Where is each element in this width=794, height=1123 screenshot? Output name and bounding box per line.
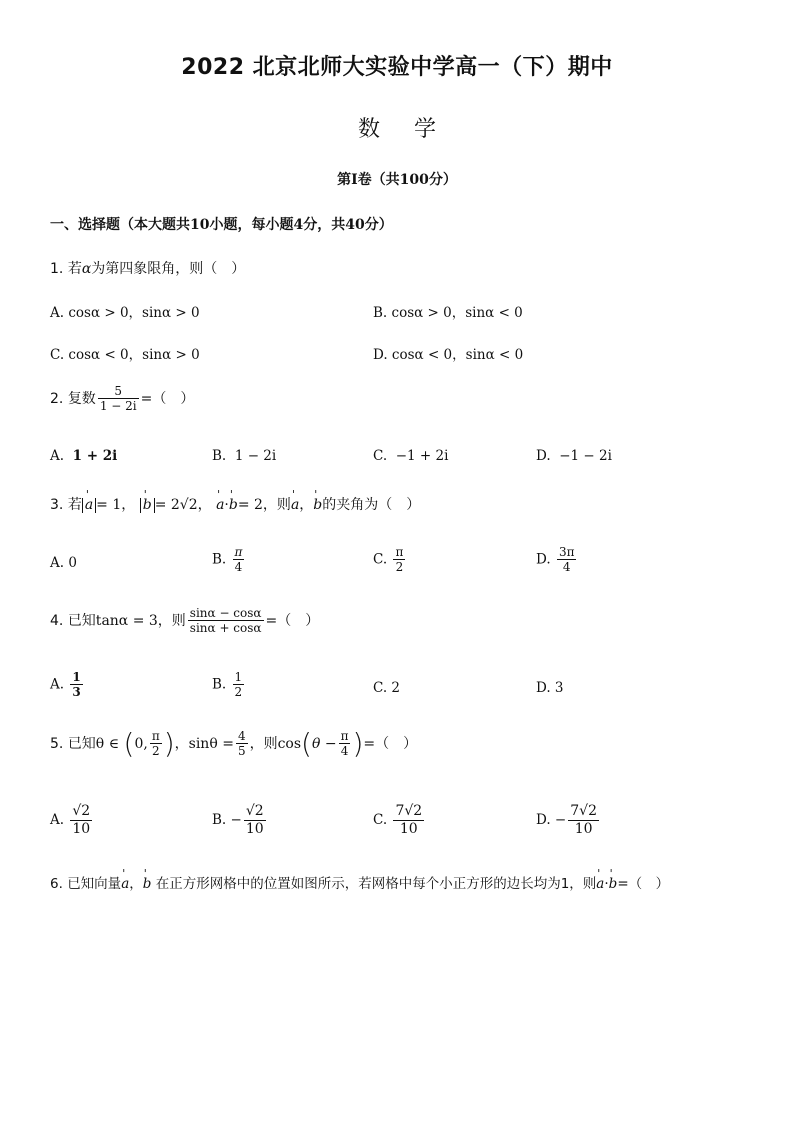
condition-2: = 2√2， <box>154 497 212 513</box>
q2-option-c: C. −1 + 2i <box>373 448 449 464</box>
question-1 <box>50 258 245 278</box>
q3-option-c: C. $\frac{\pi}{2}$ <box>373 545 404 575</box>
exam-title: 2022 北京北师大实验中学高一（下）期中 <box>181 55 613 80</box>
question-text: 已知tanα = 3，则 <box>67 612 186 629</box>
q1-option-c: C. cosα < 0，sinα > 0 <box>50 347 200 363</box>
q1-option-a: A. cosα > 0，sinα > 0 <box>50 305 200 321</box>
alpha-symbol: α <box>81 261 92 277</box>
question-text: =（ ） <box>140 390 195 407</box>
question-text: 为第四象限角，则（ ） <box>91 261 246 277</box>
dot-product: ' a·' b <box>216 497 238 513</box>
question-5: 5. 已知θ ∈ (0, $\frac{\pi}{2}$ )，sinθ = $\frac{4}{5}$ ，则cos(θ − $\frac{\pi}{4}$ )=（ ） <box>50 726 418 760</box>
q1-option-d: D. cosα < 0，sinα < 0 <box>373 347 524 363</box>
fraction: $\frac{5}{1 - 2i}$ <box>99 384 137 414</box>
question-text: ，则cos <box>249 735 302 752</box>
question-text: 已知θ ∈ <box>67 735 120 752</box>
question-number: 5. <box>50 735 64 752</box>
q4-option-a: A. $\frac{1}{3}$ <box>50 670 81 700</box>
q3-option-b: B. $\frac{\pi}{4}$ <box>212 545 243 575</box>
question-number: 2. <box>50 390 64 407</box>
vector-b: ' b <box>313 497 322 513</box>
question-6: 6. 已知向量' a，' b 在正方形网格中的位置如图所示，若网格中每个小正方形的边长均为1，则' a·' b=（ ） <box>50 872 669 892</box>
q4-option-c: C. 2 <box>373 680 401 696</box>
question-text: 若 <box>67 497 82 513</box>
question-text: 复数 <box>67 390 96 407</box>
question-text: 的夹角为（ ） <box>322 497 421 513</box>
q1-option-b: B. cosα > 0，sinα < 0 <box>373 305 523 321</box>
q5-option-d: D. − $\frac{7√2}{10}$ <box>536 803 597 837</box>
q3-option-a: A. 0 <box>50 555 77 571</box>
q3-option-d: D. $\frac{3\pi}{4}$ <box>536 545 575 575</box>
vector-a: ' a <box>121 876 129 892</box>
section-heading: 一、选择题（本大题共10小题，每小题4分，共40分） <box>50 217 393 233</box>
q5-option-b: B. − $\frac{√2}{10}$ <box>212 803 264 837</box>
question-text: ，sinθ = <box>174 735 234 752</box>
vector-a: ' a <box>291 497 299 513</box>
question-text: =（ ） <box>617 876 670 892</box>
q4-option-d: D. 3 <box>536 680 564 696</box>
question-text: =（ ） <box>363 735 418 752</box>
condition-3: = 2，则 <box>237 497 291 513</box>
fraction: $\frac{\pi}{2}$ <box>151 729 160 759</box>
question-number: 6. <box>50 876 63 892</box>
question-text: 若 <box>67 261 82 277</box>
question-number: 3. <box>50 497 64 513</box>
q2-option-d: D. −1 − 2i <box>536 448 612 464</box>
question-text: =（ ） <box>265 612 320 629</box>
q5-option-c: C. $\frac{7√2}{10}$ <box>373 803 423 837</box>
condition-1: = 1， <box>96 497 136 513</box>
fraction: $\frac{4}{5}$ <box>237 729 246 759</box>
question-3: 3. 若' a = 1， ' b = 2√2， ' a·' b= 2，则' a，' b的夹角为（ ） <box>50 494 420 514</box>
dot-product: ' a·' b <box>596 876 617 892</box>
question-4 <box>50 606 319 636</box>
vector-b: ' b <box>143 876 152 892</box>
q4-option-b: B. $\frac{1}{2}$ <box>212 670 243 700</box>
fraction: $\frac{\pi}{4}$ <box>340 729 349 759</box>
q2-option-a: A. 1 + 2i <box>50 448 118 464</box>
vector-b-magnitude: ' b <box>140 498 155 513</box>
question-number: 1. <box>50 261 64 277</box>
question-number: 4. <box>50 612 64 629</box>
question-2 <box>50 384 194 414</box>
volume-heading: 第Ⅰ卷（共100分） <box>337 172 457 188</box>
subject-title: 数学 <box>357 117 470 142</box>
q2-option-b: B. 1 − 2i <box>212 448 277 464</box>
q5-option-a: A. $\frac{√2}{10}$ <box>50 803 91 837</box>
question-text: 已知向量 <box>67 876 122 892</box>
question-text: 在正方形网格中的位置如图所示，若网格中每个小正方形的边长均为1，则 <box>155 876 597 892</box>
vector-a-magnitude: ' a <box>82 498 96 513</box>
fraction: $\frac{\sin\alpha - \cos\alpha}{\sin\alpha + \cos\alpha}$ <box>189 606 262 636</box>
